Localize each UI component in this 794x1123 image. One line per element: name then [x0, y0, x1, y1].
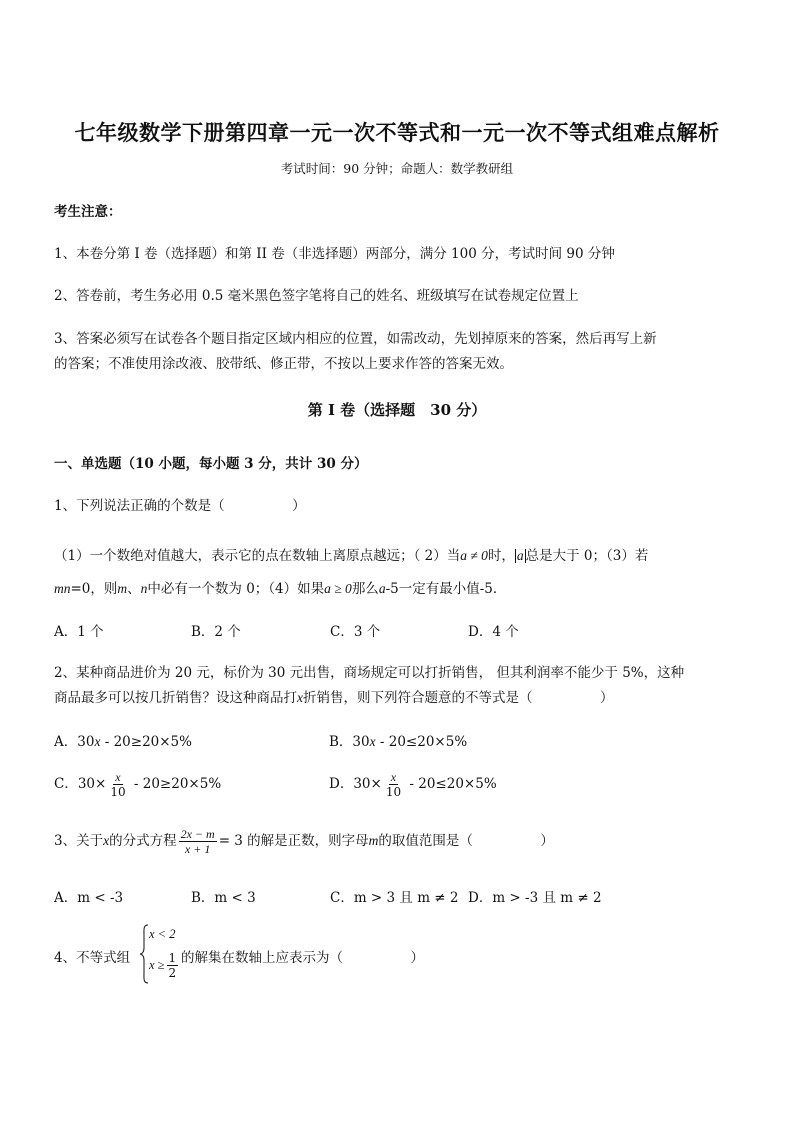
notes-heading: 考生注意：: [54, 204, 122, 220]
q3-option-c[interactable]: C．m > 3 且 m ≠ 2: [330, 890, 459, 906]
q2-optD-b: - 20≤20×5%: [405, 776, 497, 792]
q3-var-m: m: [368, 833, 379, 848]
q2-optA-var: x: [94, 734, 101, 749]
q1-l2-text-f: 中必有一个数为 0；（4）如果: [147, 581, 325, 597]
page-title: 七年级数学下册第四章一元一次不等式和一元一次不等式组难点解析: [74, 120, 720, 145]
q2-stem-line1: 2、某种商品进价为 20 元，标价为 30 元出售，商场规定可以打折销售， 但其利润率不能少于 5%，这种: [54, 665, 685, 681]
note-item-3-line1: 3、答案必须写在试卷各个题目指定区域内相应的位置，如需改动，先划掉原来的答案，然后再写上新: [54, 331, 657, 347]
q1-statement-line1: [54, 544, 648, 564]
q1-l2-sep: 、: [127, 581, 141, 597]
q3-text-d: 的取值范围是（ ）: [378, 833, 554, 849]
q1-l1-text-c: 总是大于 0；（3）若: [525, 548, 649, 564]
q4-cond2-num: 1: [168, 951, 177, 965]
q4-stem-suffix: 的解集在数轴上应表示为（ ）: [181, 950, 424, 966]
q2-l2-text-a: 商品最多可以按几折销售？设这种商品打: [54, 690, 297, 706]
q1-statement-line2: [54, 577, 506, 597]
q2-optC-den: 10: [110, 785, 126, 799]
q1-option-a[interactable]: A．1 个: [54, 624, 104, 640]
q1-l1-cond: a ≠ 0: [460, 548, 488, 563]
q1-stem: 1、下列说法正确的个数是（ ）: [54, 498, 306, 514]
q2-optC-b: - 20≥20×5%: [129, 776, 222, 792]
q4-condition-1: x < 2: [149, 927, 176, 941]
q3-option-d[interactable]: D．m > -3 且 m ≠ 2: [468, 890, 602, 906]
q1-l2-m: m: [117, 581, 128, 596]
q4-cond2-text: x ≥: [149, 958, 165, 972]
q1-l2-text-h: 那么: [351, 581, 379, 597]
section-title: 第 I 卷（选择题 30 分）: [307, 401, 487, 419]
exam-info: 考试时间：90 分钟；命题人：数学教研组: [280, 161, 514, 176]
q1-l2-text-j: -5一定有最小值-5．: [385, 581, 507, 597]
q1-l2-n: n: [140, 581, 148, 596]
q1-l2-a: a: [378, 581, 386, 596]
q2-stem-line2: [54, 686, 614, 706]
left-brace-icon: [139, 924, 149, 984]
q3-text-c: = 3 的解是正数，则字母: [218, 833, 369, 849]
q3-frac-num: 2x − m: [180, 827, 215, 841]
q3-option-a[interactable]: A．m < -3: [54, 890, 124, 906]
q2-l2-text-b: 折销售，则下列符合题意的不等式是（ ）: [303, 690, 614, 706]
q2-l2-var: x: [297, 690, 303, 705]
q3-var-x: x: [103, 833, 110, 848]
note-item-3-line2: 的答案；不准使用涂改液、胶带纸、修正带，不按以上要求作答的答案无效。: [54, 356, 513, 372]
q2-optB-b: - 20≤20×5%: [375, 734, 468, 750]
q2-optC-num: x: [115, 770, 121, 784]
q3-option-b[interactable]: B．m < 3: [191, 890, 256, 906]
q4-condition-2: [149, 951, 180, 980]
q1-abs-value: a: [516, 548, 524, 563]
q2-optB-var: x: [369, 734, 376, 749]
q1-l2-cond: a ≥ 0: [324, 581, 352, 596]
q2-optD-fraction: [384, 770, 403, 799]
q3-text-a: 3、关于: [54, 833, 104, 849]
note-item-1: 1、本卷分第 I 卷（选择题）和第 II 卷（非选择题）两部分，满分 100 分，考试时间 90 分钟: [54, 246, 615, 262]
q3-fraction: [179, 827, 217, 856]
part-heading: 一、单选题（10 小题，每小题 3 分，共计 30 分）: [54, 456, 368, 472]
q2-optD-num: x: [390, 770, 397, 784]
q2-option-d[interactable]: [329, 770, 497, 799]
q2-optA-a: A．30: [54, 734, 95, 750]
q3-frac-den: x + 1: [184, 842, 211, 856]
q1-l1-text-b: 时，: [487, 548, 515, 564]
q3-text-b: 的分式方程: [109, 833, 177, 849]
q3-stem: [54, 827, 554, 856]
q1-option-b[interactable]: B．2 个: [191, 624, 241, 640]
q4-cond2-fraction: [167, 951, 179, 980]
q1-l1-text-a: （1）一个数绝对值越大，表示它的点在数轴上离原点越远；（ 2）当: [54, 548, 461, 564]
q2-optD-a: D．30×: [329, 776, 382, 792]
q4-stem-prefix: 4、不等式组: [54, 950, 131, 966]
q2-optA-b: - 20≥20×5%: [100, 734, 192, 750]
q4-cond2-den: 2: [168, 966, 177, 980]
q2-optB-a: B．30: [329, 734, 370, 750]
q2-optC-fraction: [108, 770, 127, 799]
q1-l2-text-b: =0，则: [70, 581, 118, 597]
q2-option-c[interactable]: [54, 770, 221, 799]
note-item-2: 2、答卷前，考生务必用 0.5 毫米黑色签字笔将自己的姓名、班级填写在试卷规定位置上: [54, 288, 579, 304]
q2-optC-a: C．30×: [54, 776, 107, 792]
q2-optD-den: 10: [385, 785, 402, 799]
q2-option-b[interactable]: [329, 730, 467, 750]
q1-option-c[interactable]: C．3 个: [330, 624, 381, 640]
q2-option-a[interactable]: [54, 730, 192, 750]
q1-l2-mn: mn: [54, 581, 71, 596]
q1-option-d[interactable]: D．4 个: [468, 624, 519, 640]
